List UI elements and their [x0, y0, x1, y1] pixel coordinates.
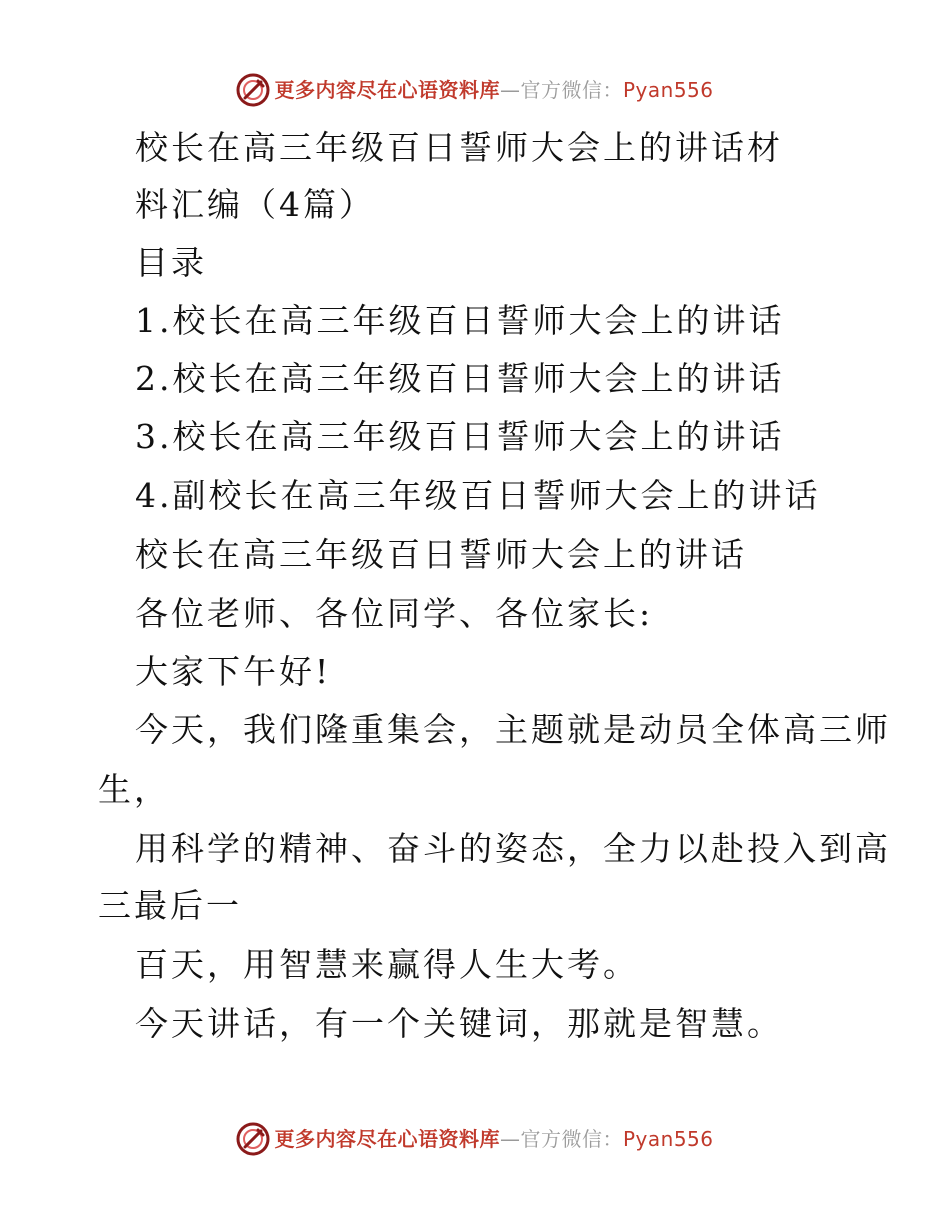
banner-wechat-label: 官方微信： [520, 1127, 623, 1151]
body-paragraph-line: 生， [98, 770, 170, 809]
watermark-banner-top [0, 73, 950, 107]
doc-title-line-2: 料汇编（4篇） [135, 185, 375, 224]
greeting: 大家下午好! [135, 652, 332, 691]
banner-site-text: 更多内容尽在心语资料库 [274, 78, 500, 102]
body-paragraph-line: 用科学的精神、奋斗的姿态，全力以赴投入到高 [135, 829, 891, 868]
banner-dash: — [499, 1127, 521, 1151]
toc-item: 2.校长在高三年级百日誓师大会上的讲话 [135, 359, 785, 398]
doc-title-line-1: 校长在高三年级百日誓师大会上的讲话材 [135, 128, 783, 167]
toc-heading: 目录 [135, 243, 207, 282]
brand-logo-icon [236, 73, 270, 107]
body-paragraph-line: 三最后一 [98, 886, 242, 925]
salutation: 各位老师、各位同学、各位家长: [135, 594, 654, 633]
body-paragraph-line: 今天讲话，有一个关键词，那就是智慧。 [135, 1004, 783, 1043]
body-paragraph-line: 今天，我们隆重集会，主题就是动员全体高三师 [135, 710, 891, 749]
toc-item: 4.副校长在高三年级百日誓师大会上的讲话 [135, 476, 821, 515]
banner-wechat-id: Pyan556 [622, 1127, 714, 1151]
toc-item: 3.校长在高三年级百日誓师大会上的讲话 [135, 417, 785, 456]
banner-site-text: 更多内容尽在心语资料库 [274, 1127, 500, 1151]
body-paragraph-line: 百天，用智慧来赢得人生大考。 [135, 945, 639, 984]
brand-logo-icon [236, 1122, 270, 1156]
section-title: 校长在高三年级百日誓师大会上的讲话 [135, 535, 747, 574]
banner-dash: — [499, 78, 521, 102]
toc-item: 1.校长在高三年级百日誓师大会上的讲话 [135, 301, 785, 340]
banner-wechat-id: Pyan556 [622, 78, 714, 102]
watermark-banner-bottom [0, 1122, 950, 1156]
banner-wechat-label: 官方微信： [520, 78, 623, 102]
